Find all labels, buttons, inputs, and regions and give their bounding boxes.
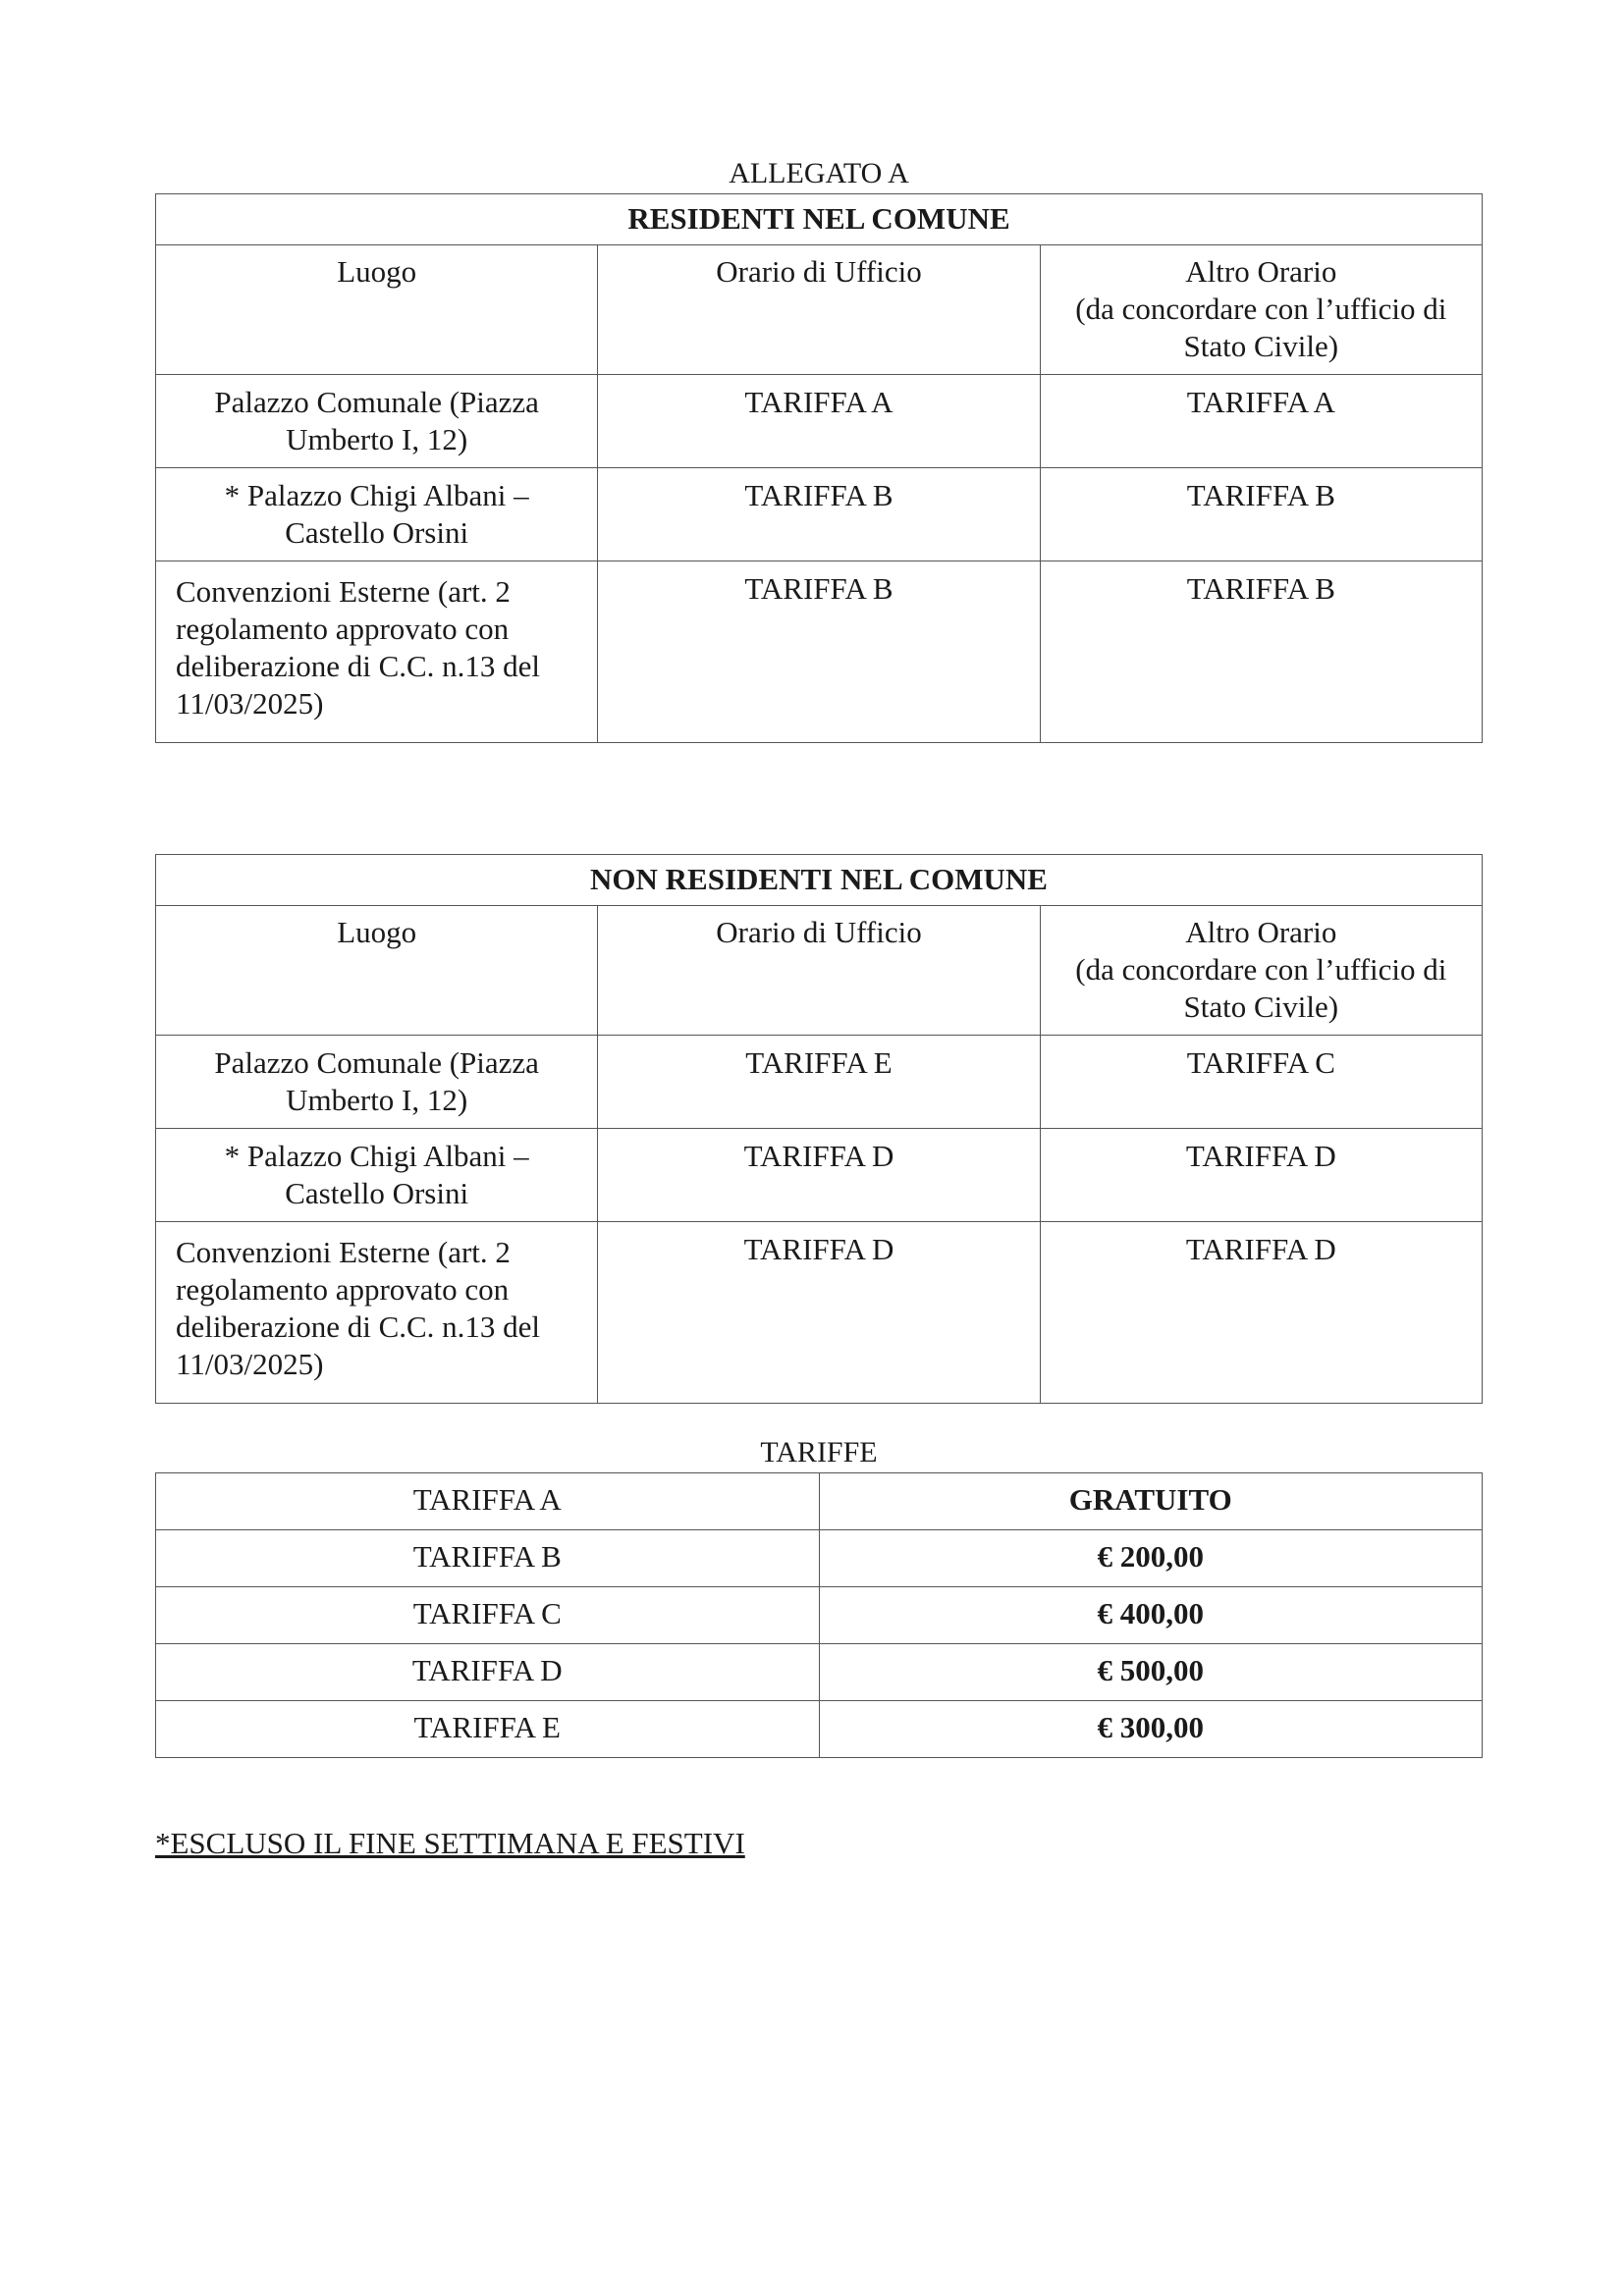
residenti-table bbox=[155, 193, 1483, 743]
cell-altro: TARIFFA D bbox=[1040, 1129, 1482, 1222]
tariffa-name: TARIFFA A bbox=[156, 1473, 820, 1530]
non-residenti-table bbox=[155, 854, 1483, 1404]
col-header-luogo: Luogo bbox=[156, 245, 598, 375]
table-row bbox=[156, 1530, 1483, 1587]
tariffe-title: TARIFFE bbox=[760, 1436, 878, 1468]
table-row bbox=[156, 561, 1483, 743]
table-row bbox=[156, 1644, 1483, 1701]
col-header-orario-ufficio: Orario di Ufficio bbox=[598, 906, 1040, 1036]
table-row bbox=[156, 468, 1483, 561]
cell-luogo: Palazzo Comunale (Piazza Umberto I, 12) bbox=[156, 1036, 598, 1129]
cell-ufficio: TARIFFA B bbox=[598, 561, 1040, 743]
tariffa-value: € 300,00 bbox=[819, 1701, 1483, 1758]
tariffa-value: € 200,00 bbox=[819, 1530, 1483, 1587]
residenti-heading: RESIDENTI NEL COMUNE bbox=[156, 194, 1483, 245]
table-row bbox=[156, 1036, 1483, 1129]
cell-altro: TARIFFA B bbox=[1040, 468, 1482, 561]
cell-ufficio: TARIFFA D bbox=[598, 1222, 1040, 1404]
col-header-luogo: Luogo bbox=[156, 906, 598, 1036]
tariffa-name: TARIFFA C bbox=[156, 1587, 820, 1644]
table-row bbox=[156, 1701, 1483, 1758]
cell-luogo: * Palazzo Chigi Albani – Castello Orsini bbox=[156, 1129, 598, 1222]
col-header-altro-orario: Altro Orario (da concordare con l’ufficio di Stato Civile) bbox=[1040, 245, 1482, 375]
tariffa-name: TARIFFA B bbox=[156, 1530, 820, 1587]
tariffa-value: € 500,00 bbox=[819, 1644, 1483, 1701]
non-residenti-heading: NON RESIDENTI NEL COMUNE bbox=[156, 855, 1483, 906]
cell-ufficio: TARIFFA B bbox=[598, 468, 1040, 561]
tariffa-value: GRATUITO bbox=[819, 1473, 1483, 1530]
cell-altro: TARIFFA B bbox=[1040, 561, 1482, 743]
document-title: ALLEGATO A bbox=[729, 157, 909, 189]
table-row bbox=[156, 1587, 1483, 1644]
tariffe-table bbox=[155, 1472, 1483, 1758]
cell-ufficio: TARIFFA D bbox=[598, 1129, 1040, 1222]
cell-altro: TARIFFA C bbox=[1040, 1036, 1482, 1129]
table-row bbox=[156, 1473, 1483, 1530]
tariffa-value: € 400,00 bbox=[819, 1587, 1483, 1644]
col-header-orario-ufficio: Orario di Ufficio bbox=[598, 245, 1040, 375]
footnote: *ESCLUSO IL FINE SETTIMANA E FESTIVI bbox=[155, 1826, 745, 1860]
cell-altro: TARIFFA A bbox=[1040, 375, 1482, 468]
cell-luogo: Palazzo Comunale (Piazza Umberto I, 12) bbox=[156, 375, 598, 468]
col-header-altro-orario: Altro Orario (da concordare con l’ufficio di Stato Civile) bbox=[1040, 906, 1482, 1036]
cell-ufficio: TARIFFA E bbox=[598, 1036, 1040, 1129]
cell-luogo: Convenzioni Esterne (art. 2 regolamento approvato con deliberazione di C.C. n.13 del 11/03/2025) bbox=[156, 561, 598, 743]
cell-luogo: Convenzioni Esterne (art. 2 regolamento approvato con deliberazione di C.C. n.13 del 11/03/2025) bbox=[156, 1222, 598, 1404]
table-row bbox=[156, 1222, 1483, 1404]
table-row bbox=[156, 1129, 1483, 1222]
tariffa-name: TARIFFA D bbox=[156, 1644, 820, 1701]
cell-altro: TARIFFA D bbox=[1040, 1222, 1482, 1404]
cell-ufficio: TARIFFA A bbox=[598, 375, 1040, 468]
cell-luogo: * Palazzo Chigi Albani – Castello Orsini bbox=[156, 468, 598, 561]
table-row bbox=[156, 375, 1483, 468]
tariffa-name: TARIFFA E bbox=[156, 1701, 820, 1758]
